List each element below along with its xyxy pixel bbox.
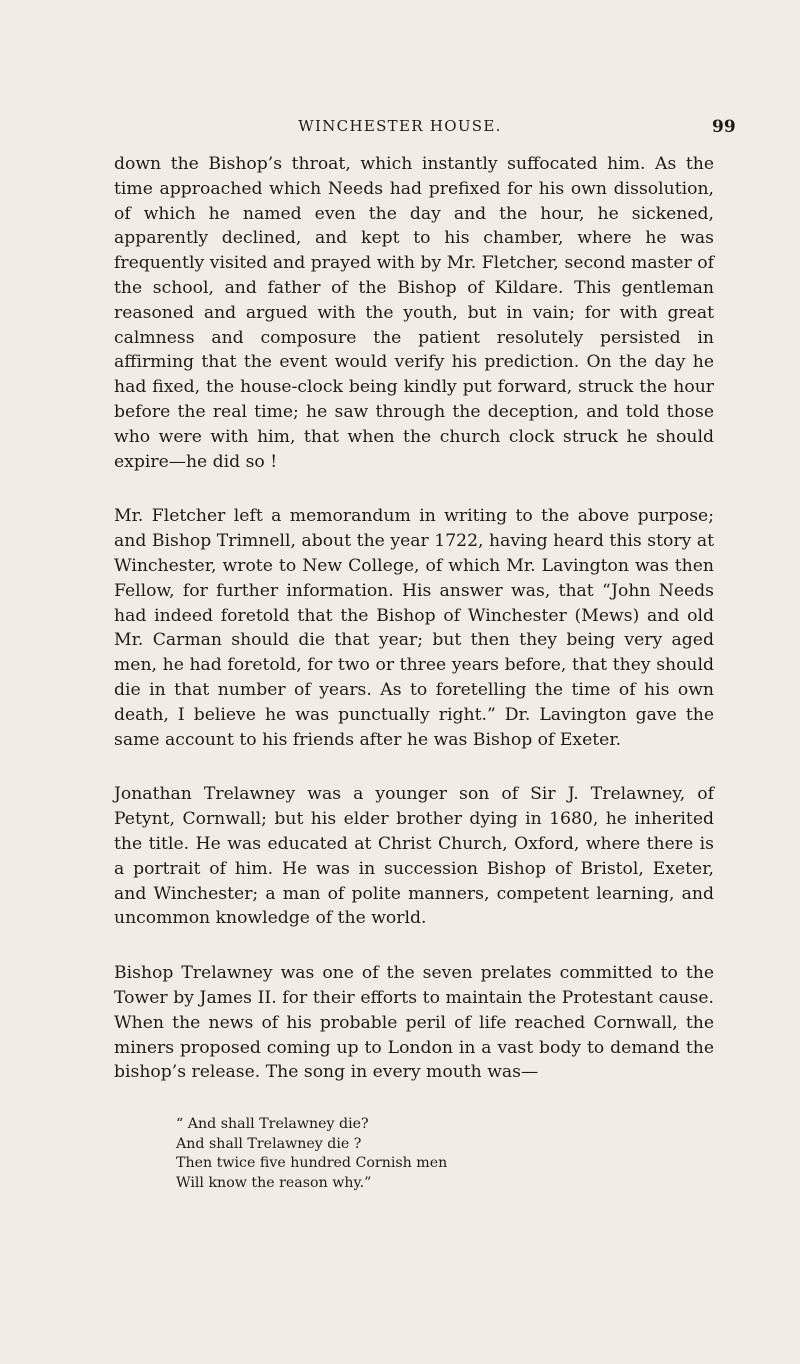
running-title: WINCHESTER HOUSE. xyxy=(298,117,502,135)
trelawney-song xyxy=(176,1115,714,1193)
verse-line: “ And shall Trelawney die? xyxy=(176,1116,369,1133)
body-text xyxy=(114,152,714,1193)
paragraph-jonathan-trelawney: Jonathan Trelawney was a younger son of Sir J. Trelawney, of Petynt, Cornwall; but his elder brother dying in 1680, he inherited the title. He was educated at Christ Church, Oxford, where there is a portrait of him. He was in succession Bishop of Bristol, Exeter, and Winchester; a man of polite manners, competent learning, and uncommon knowledge of the world. xyxy=(114,784,714,929)
verse-line: Will know the reason why.” xyxy=(176,1174,372,1191)
verse-line: Then twice five hundred Cornish men xyxy=(176,1155,448,1172)
verse-line: And shall Trelawney die ? xyxy=(176,1135,362,1152)
page-number: 99 xyxy=(712,117,736,137)
paragraph-bishop-trelawney: Bishop Trelawney was one of the seven prelates committed to the Tower by James II. for their efforts to maintain the Protestant cause. When the news of his probable peril of life reached Cornwall, the miners proposed coming up to London in a vast body to demand the bishop’s release. The song in every mouth was— xyxy=(114,963,714,1083)
paragraph-fletcher-memorandum: Mr. Fletcher left a memorandum in writing to the above purpose; and Bishop Trimnell, about the year 1722, having heard this story at Winchester, wrote to New College, of which Mr. Lavington was then Fellow, for further information. His answer was, that “John Needs had indeed foretold that the Bishop of Winchester (Mews) and old Mr. Carman should die that year; but then they being very aged men, he had foretold, for two or three years before, that they should die in that number of years. As to foretelling the time of his own death, I believe he was punctually right.” Dr. Lavington gave the same account to his friends after he was Bishop of Exeter. xyxy=(114,506,714,750)
paragraph-needs-death: down the Bishop’s throat, which instantly suffocated him. As the time approached which Needs had prefixed for his own dissolution, of which he named even the day and the hour, he sickened, apparently declined, and kept to his chamber, where he was frequently visited and prayed with by Mr. Fletcher, second master of the school, and father of the Bishop of Kildare. This gentleman reasoned and argued with the youth, but in vain; for with great calmness and composure the patient resolutely persisted in affirming that the event would verify his prediction. On the day he had fixed, the house-clock being kindly put forward, struck the hour before the real time; he saw through the deception, and told those who were with him, that when the church clock struck he should expire—he did so ! xyxy=(114,154,714,472)
running-head xyxy=(0,117,800,143)
